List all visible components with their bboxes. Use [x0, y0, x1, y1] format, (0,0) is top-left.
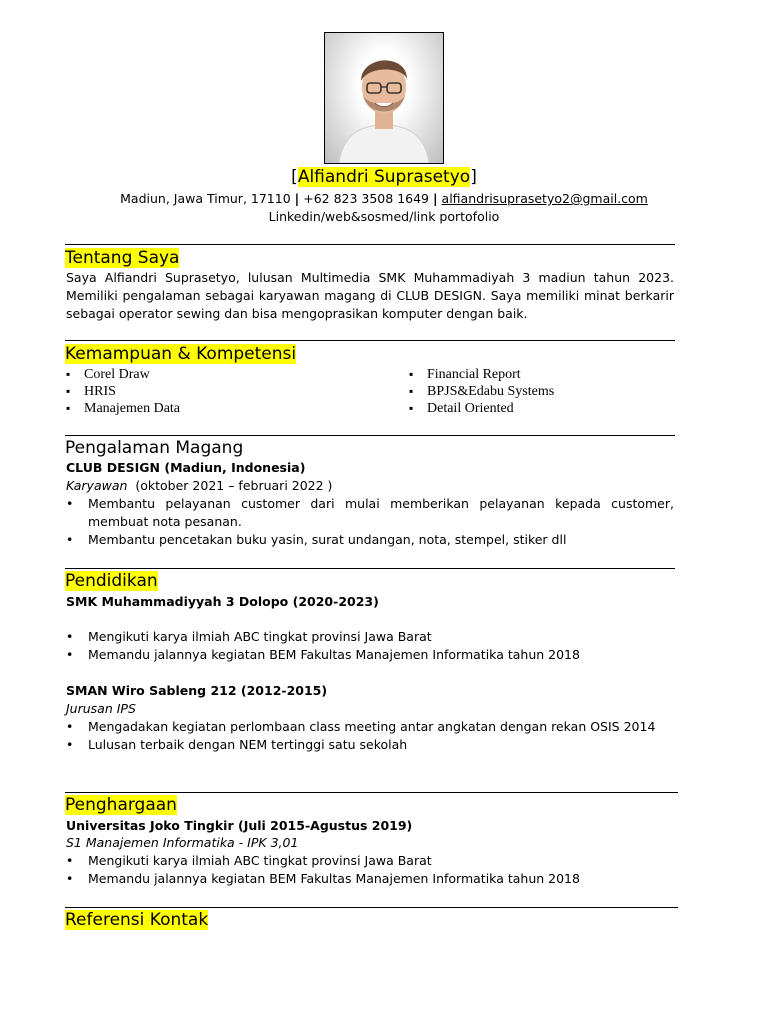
list-item: • Memandu jalannya kegiatan BEM Fakultas Manajemen Informatika tahun 2018 — [66, 646, 674, 664]
skill-item: ▪ Financial Report — [409, 366, 669, 383]
list-item: • Mengadakan kegiatan perlombaan class meeting antar angkatan dengan rekan OSIS 2014 — [66, 718, 674, 736]
contact-line — [0, 191, 768, 206]
section-title-awards: Penghargaan — [65, 795, 177, 815]
section-title-references: Referensi Kontak — [65, 910, 209, 930]
skills-right-list — [409, 366, 669, 417]
section-title-education: Pendidikan — [65, 571, 158, 591]
skill-item: ▪ Corel Draw — [66, 366, 366, 383]
skill-item: ▪ BPJS&Edabu Systems — [409, 383, 669, 400]
school-bullets — [66, 718, 674, 754]
divider — [65, 907, 678, 908]
separator: | — [294, 191, 300, 206]
email-link[interactable]: alfiandrisuprasetyo2@gmail.com — [441, 191, 648, 206]
portfolio-links: Linkedin/web&sosmed/link portofolio — [268, 209, 500, 224]
list-item: • Memandu jalannya kegiatan BEM Fakultas Manajemen Informatika tahun 2018 — [66, 870, 674, 888]
list-item: • Mengikuti karya ilmiah ABC tingkat provinsi Jawa Barat — [66, 628, 674, 646]
award-institution: Universitas Joko Tingkir (Juli 2015-Agustus 2019) — [66, 818, 413, 833]
section-title-about: Tentang Saya — [65, 248, 180, 268]
school-bullets — [66, 628, 674, 664]
list-item: • Membantu pelayanan customer dari mulai memberikan pelayanan kepada customer, membuat nota pesanan. — [66, 495, 674, 531]
location: Madiun, Jawa Timur, 17110 — [120, 191, 291, 206]
candidate-name: Alfiandri Suprasetyo — [297, 167, 471, 187]
skill-item: ▪ Detail Oriented — [409, 400, 669, 417]
list-item: • Mengikuti karya ilmiah ABC tingkat provinsi Jawa Barat — [66, 852, 674, 870]
divider — [65, 244, 675, 245]
list-item: • Membantu pencetakan buku yasin, surat undangan, nota, stempel, stiker dll — [66, 531, 674, 549]
section-title-experience: Pengalaman Magang — [65, 438, 244, 458]
school-major: Jurusan IPS — [66, 701, 136, 716]
school-name: SMAN Wiro Sableng 212 (2012-2015) — [66, 683, 328, 698]
award-major: S1 Manajemen Informatika - IPK 3,01 — [66, 835, 299, 850]
skill-item: ▪ Manajemen Data — [66, 400, 366, 417]
divider — [65, 340, 675, 341]
divider — [65, 792, 678, 793]
list-item: • Lulusan terbaik dengan NEM tertinggi satu sekolah — [66, 736, 674, 754]
about-text: Saya Alfiandri Suprasetyo, lulusan Multimedia SMK Muhammadiyah 3 madiun tahun 2023. Memiliki pengalaman sebagai karyawan magang di CLUB DESIGN. Saya memiliki minat berkarir sebagai operator sewing dan bisa mengoprasikan komputer dengan baik. — [66, 270, 674, 321]
company-name: CLUB DESIGN (Madiun, Indonesia) — [66, 460, 306, 475]
role-period: Karyawan (oktober 2021 – februari 2022 ) — [66, 478, 333, 493]
skills-left-list — [66, 366, 366, 417]
name-heading: [Alfiandri Suprasetyo] — [291, 167, 477, 187]
separator: | — [432, 191, 438, 206]
person-portrait-icon — [325, 33, 443, 163]
divider — [65, 435, 675, 436]
section-title-skills: Kemampuan & Kompetensi — [65, 344, 297, 364]
phone-number: +62 823 3508 1649 — [303, 191, 429, 206]
divider — [65, 568, 675, 569]
profile-photo — [324, 32, 444, 164]
school-name: SMK Muhammadiyyah 3 Dolopo (2020-2023) — [66, 594, 379, 609]
award-bullets — [66, 852, 674, 888]
skill-item: ▪ HRIS — [66, 383, 366, 400]
experience-bullets — [66, 495, 674, 549]
